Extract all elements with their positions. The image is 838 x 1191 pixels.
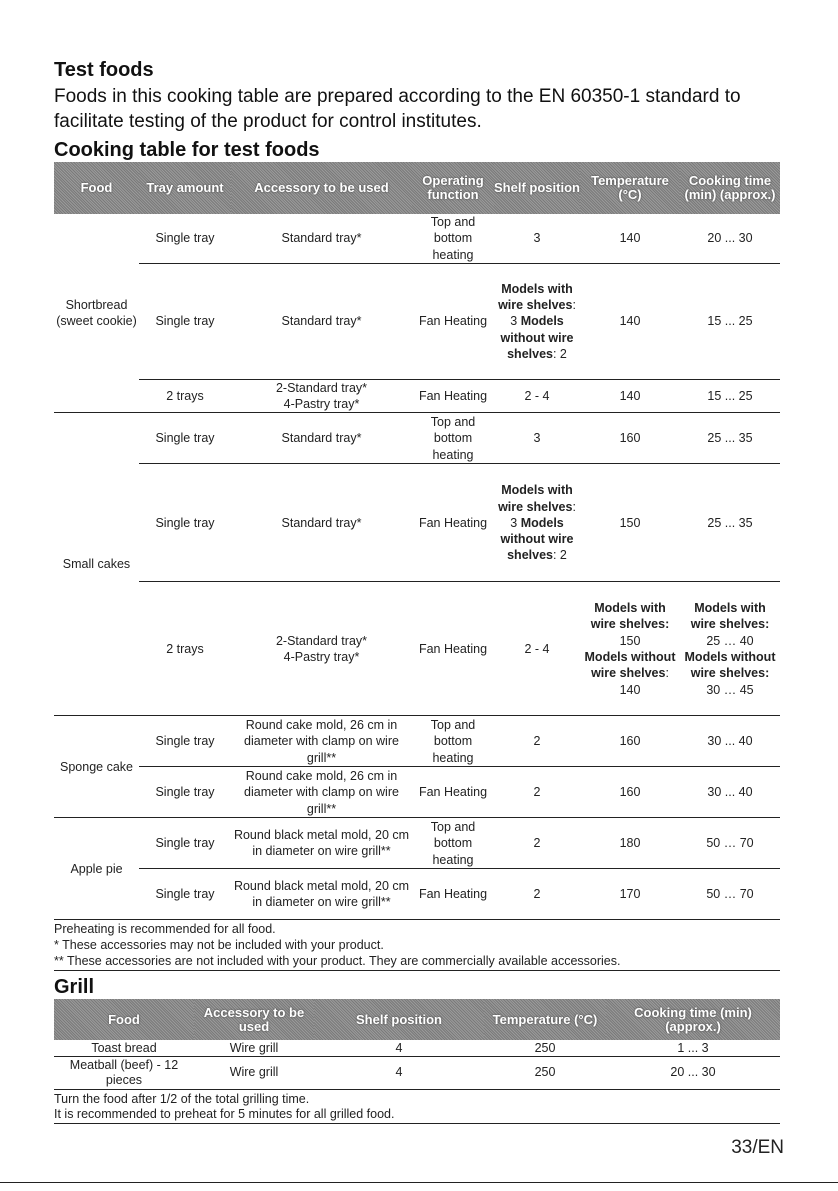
function-cell: Fan Heating xyxy=(412,582,494,716)
accessory-cell: Standard tray* xyxy=(231,464,412,582)
accessory-cell: Standard tray* xyxy=(231,214,412,263)
cooking-table xyxy=(54,162,780,920)
time-cell: 30 ... 40 xyxy=(680,767,780,818)
tray-cell: Single tray xyxy=(139,767,231,818)
grill-note: It is recommended to preheat for 5 minutes for all grilled food. xyxy=(54,1106,395,1121)
shelf-cell: 2 xyxy=(494,767,580,818)
shelf-label-without-wire: Models without wire shelves xyxy=(500,314,574,361)
accessory-cell: Round black metal mold, 20 cm in diameter on wire grill** xyxy=(231,869,412,920)
temperature-cell xyxy=(580,582,680,716)
header-temperature: Temperature (°C) xyxy=(580,162,680,214)
time-label-with-wire: Models with wire shelves: xyxy=(690,601,770,632)
shelf-cell: 2 - 4 xyxy=(494,379,580,413)
grill-note: Turn the food after 1/2 of the total grilling time. xyxy=(54,1091,310,1106)
shelf-cell: 3 xyxy=(494,413,580,464)
shelf-cell: 2 xyxy=(494,716,580,767)
tray-cell: Single tray xyxy=(139,413,231,464)
grill-header-shelf: Shelf position xyxy=(314,999,484,1040)
temperature-cell: 160 xyxy=(580,767,680,818)
time-cell: 15 ... 25 xyxy=(680,379,780,413)
temperature-cell: 160 xyxy=(580,716,680,767)
time-cell: 20 ... 30 xyxy=(680,214,780,263)
table-row xyxy=(54,464,780,582)
temp-value-with-wire: 150 xyxy=(619,633,641,648)
shelf-cell: 2 xyxy=(494,818,580,869)
accessory-cell xyxy=(231,379,412,413)
time-cell: 50 … 70 xyxy=(680,869,780,920)
time-cell: 25 ... 35 xyxy=(680,413,780,464)
accessory-cell xyxy=(231,582,412,716)
time-cell: 30 ... 40 xyxy=(680,716,780,767)
tray-cell: 2 trays xyxy=(139,582,231,716)
temperature-cell: 160 xyxy=(580,413,680,464)
shelf-label-with-wire: Models with wire shelves xyxy=(498,483,573,514)
grill-header-time: Cooking time (min) (approx.) xyxy=(606,999,780,1040)
shelf-label-without-wire: Models without wire shelves xyxy=(500,515,574,563)
shelf-cell: 2 xyxy=(494,869,580,920)
grill-time-cell: 20 ... 30 xyxy=(606,1056,780,1089)
food-cell: Sponge cake xyxy=(54,716,139,818)
header-food: Food xyxy=(54,162,139,214)
temp-label-with-wire: Models with wire shelves: xyxy=(590,601,670,632)
table-row xyxy=(54,214,780,263)
grill-food-cell: Meatball (beef) - 12 pieces xyxy=(54,1056,194,1089)
shelf-cell xyxy=(494,263,580,379)
tray-cell: Single tray xyxy=(139,818,231,869)
shelf-label-with-wire: Models with wire shelves xyxy=(498,281,573,312)
table-notes xyxy=(54,920,780,971)
time-cell: 50 … 70 xyxy=(680,818,780,869)
shelf-value-with-wire: : 3 xyxy=(510,297,576,329)
header-shelf-position: Shelf position xyxy=(494,162,580,214)
page-content xyxy=(54,58,780,1124)
cooking-table-title: Cooking table for test foods xyxy=(54,139,320,161)
table-row xyxy=(54,413,780,464)
accessory-line: 2-Standard tray* xyxy=(275,633,368,648)
function-cell: Fan Heating xyxy=(412,263,494,379)
accessory-line: 4-Pastry tray* xyxy=(283,397,360,412)
shelf-value-without-wire: : 2 xyxy=(552,548,567,563)
function-cell: Top and bottom heating xyxy=(412,818,494,869)
grill-table xyxy=(54,999,780,1090)
header-cooking-time: Cooking time (min) (approx.) xyxy=(680,162,780,214)
function-cell: Top and bottom heating xyxy=(412,214,494,263)
page-number: 33/EN xyxy=(731,1137,784,1158)
time-cell: 25 ... 35 xyxy=(680,464,780,582)
tray-cell: Single tray xyxy=(139,716,231,767)
header-operating-function: Operating function xyxy=(412,162,494,214)
table-row xyxy=(54,1040,780,1056)
accessory-cell: Standard tray* xyxy=(231,413,412,464)
time-label-without-wire: Models without wire shelves: xyxy=(684,649,776,681)
food-cell: Shortbread (sweet cookie) xyxy=(54,214,139,413)
table-row xyxy=(54,263,780,379)
grill-header-temperature: Temperature (°C) xyxy=(484,999,606,1040)
function-cell: Top and bottom heating xyxy=(412,716,494,767)
tray-cell: Single tray xyxy=(139,464,231,582)
accessory-cell: Round cake mold, 26 cm in diameter with clamp on wire grill** xyxy=(231,767,412,818)
grill-time-cell: 1 ... 3 xyxy=(606,1040,780,1056)
temperature-cell: 140 xyxy=(580,379,680,413)
shelf-value-without-wire: : 2 xyxy=(552,346,567,361)
time-value-without-wire: 30 … 45 xyxy=(706,682,754,697)
time-value-with-wire: 25 … 40 xyxy=(706,633,754,648)
temperature-cell: 140 xyxy=(580,214,680,263)
bottom-divider xyxy=(0,1182,838,1183)
accessory-line: 2-Standard tray* xyxy=(275,380,368,395)
temp-value-without-wire: : 140 xyxy=(619,666,669,697)
grill-header-food: Food xyxy=(54,999,194,1040)
tray-cell: Single tray xyxy=(139,869,231,920)
time-cell: 15 ... 25 xyxy=(680,263,780,379)
table-row xyxy=(54,818,780,869)
temperature-cell: 170 xyxy=(580,869,680,920)
note-double-asterisk: ** These accessories are not included with your product. They are commercially available accessories. xyxy=(54,954,621,969)
function-cell: Top and bottom heating xyxy=(412,413,494,464)
shelf-cell: 3 xyxy=(494,214,580,263)
table-row xyxy=(54,379,780,413)
grill-header-row xyxy=(54,999,780,1040)
accessory-cell: Round cake mold, 26 cm in diameter with clamp on wire grill** xyxy=(231,716,412,767)
tray-cell: 2 trays xyxy=(139,379,231,413)
table-row xyxy=(54,1056,780,1089)
intro-text: Foods in this cooking table are prepared according to the EN 60350-1 standard to facilitate testing of the product for control institutes. xyxy=(54,86,741,132)
temperature-cell: 140 xyxy=(580,263,680,379)
function-cell: Fan Heating xyxy=(412,379,494,413)
temperature-cell: 150 xyxy=(580,464,680,582)
grill-temperature-cell: 250 xyxy=(484,1056,606,1089)
table-row xyxy=(54,869,780,920)
grill-notes xyxy=(54,1090,780,1124)
function-cell: Fan Heating xyxy=(412,869,494,920)
accessory-line: 4-Pastry tray* xyxy=(283,649,360,664)
grill-title: Grill xyxy=(54,976,95,999)
grill-shelf-cell: 4 xyxy=(314,1056,484,1089)
header-accessory: Accessory to be used xyxy=(231,162,412,214)
header-tray-amount: Tray amount xyxy=(139,162,231,214)
grill-temperature-cell: 250 xyxy=(484,1040,606,1056)
function-cell: Fan Heating xyxy=(412,767,494,818)
table-header-row xyxy=(54,162,780,214)
section-title: Test foods xyxy=(54,59,154,81)
tray-cell: Single tray xyxy=(139,263,231,379)
temperature-cell: 180 xyxy=(580,818,680,869)
accessory-cell: Round black metal mold, 20 cm in diameter on wire grill** xyxy=(231,818,412,869)
accessory-cell: Standard tray* xyxy=(231,263,412,379)
grill-header-accessory: Accessory to be used xyxy=(194,999,314,1040)
food-cell: Small cakes xyxy=(54,413,139,716)
grill-shelf-cell: 4 xyxy=(314,1040,484,1056)
temp-label-without-wire: Models without wire shelves xyxy=(584,649,676,681)
function-cell: Fan Heating xyxy=(412,464,494,582)
shelf-cell: 2 - 4 xyxy=(494,582,580,716)
grill-accessory-cell: Wire grill xyxy=(194,1056,314,1089)
shelf-cell xyxy=(494,464,580,582)
shelf-value-with-wire: : 3 xyxy=(510,499,576,530)
grill-food-cell: Toast bread xyxy=(54,1040,194,1056)
table-row xyxy=(54,716,780,767)
table-row xyxy=(54,767,780,818)
tray-cell: Single tray xyxy=(139,214,231,263)
grill-accessory-cell: Wire grill xyxy=(194,1040,314,1056)
note-preheating: Preheating is recommended for all food. xyxy=(54,922,276,937)
time-cell xyxy=(680,582,780,716)
note-single-asterisk: * These accessories may not be included with your product. xyxy=(54,938,384,953)
food-cell: Apple pie xyxy=(54,818,139,920)
table-row xyxy=(54,582,780,716)
